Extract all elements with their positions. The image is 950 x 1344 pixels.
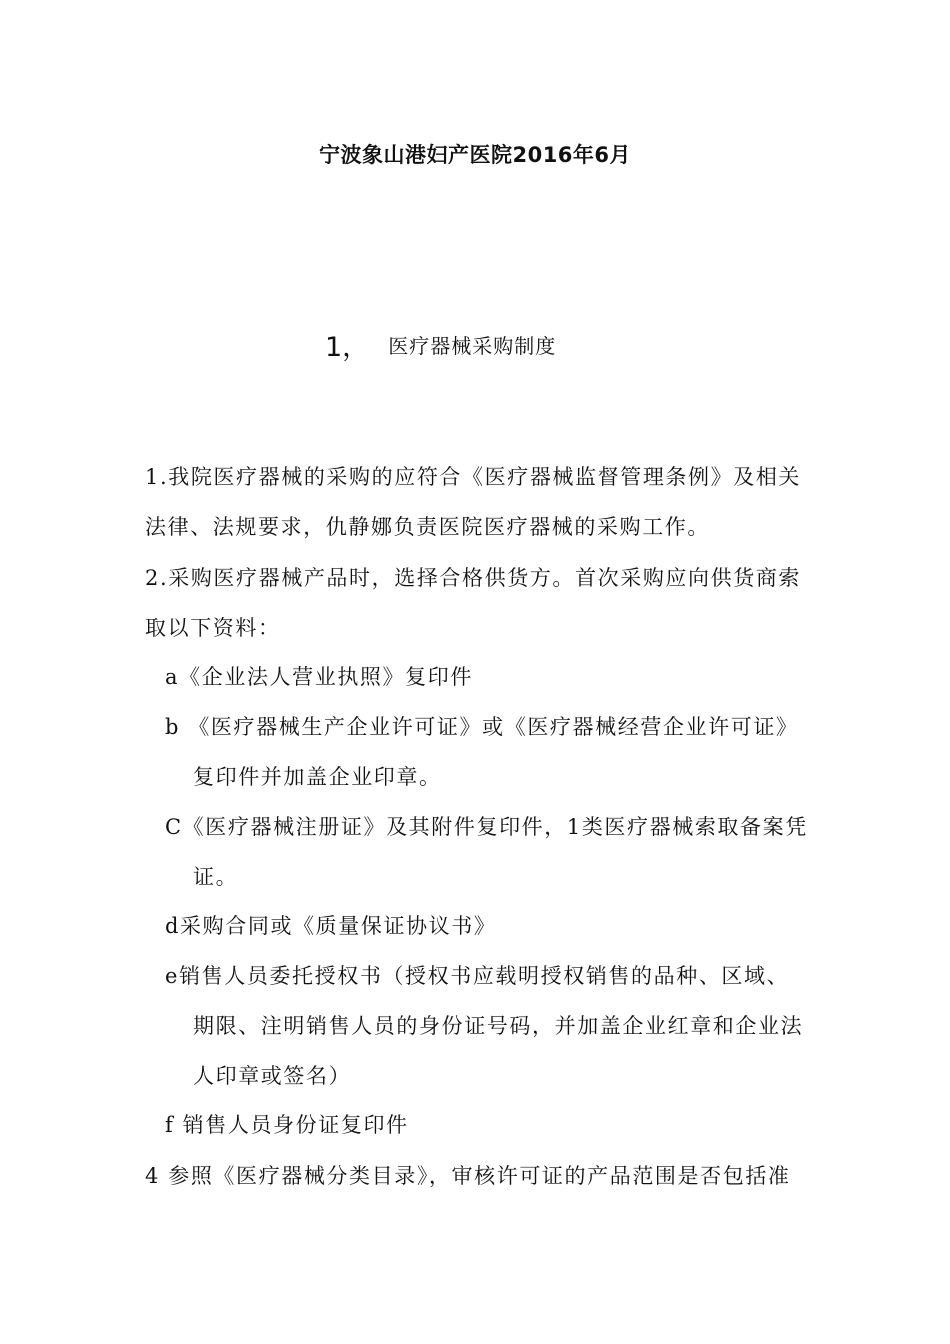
list-item: e销售人员委托授权书（授权书应载明授权销售的品种、区域、	[165, 964, 790, 988]
body-line: 4 参照《医疗器械分类目录》，审核许可证的产品范围是否包括准	[145, 1164, 791, 1188]
body-line: 取以下资料：	[145, 616, 281, 640]
list-item: b 《医疗器械生产企业许可证》或《医疗器械经营企业许可证》	[165, 715, 799, 739]
list-item-continuation: 复印件并加盖企业印章。	[193, 765, 442, 789]
list-item-continuation: 证。	[193, 865, 239, 889]
list-item: d采购合同或《质量保证协议书》	[165, 914, 497, 938]
section-number: 1，	[325, 332, 370, 363]
list-item: f 销售人员身份证复印件	[165, 1113, 409, 1137]
section-title: 医疗器械采购制度	[388, 334, 557, 358]
list-item: a《企业法人营业执照》复印件	[165, 665, 473, 689]
body-line: 1.我院医疗器械的采购的应符合《医疗器械监督管理条例》及相关	[145, 465, 802, 489]
document-header: 宁波象山港妇产医院2016年6月	[318, 143, 632, 167]
list-item: C《医疗器械注册证》及其附件复印件，1类医疗器械索取备案凭	[165, 815, 808, 839]
section-heading	[325, 325, 556, 364]
body-line: 2.采购医疗器械产品时，选择合格供货方。首次采购应向供货商索	[145, 566, 802, 590]
list-item-continuation: 期限、注明销售人员的身份证号码，并加盖企业红章和企业法	[193, 1014, 804, 1038]
body-line: 法律、法规要求，仇静娜负责医院医疗器械的采购工作。	[145, 515, 710, 539]
list-item-continuation: 人印章或签名）	[193, 1064, 352, 1088]
